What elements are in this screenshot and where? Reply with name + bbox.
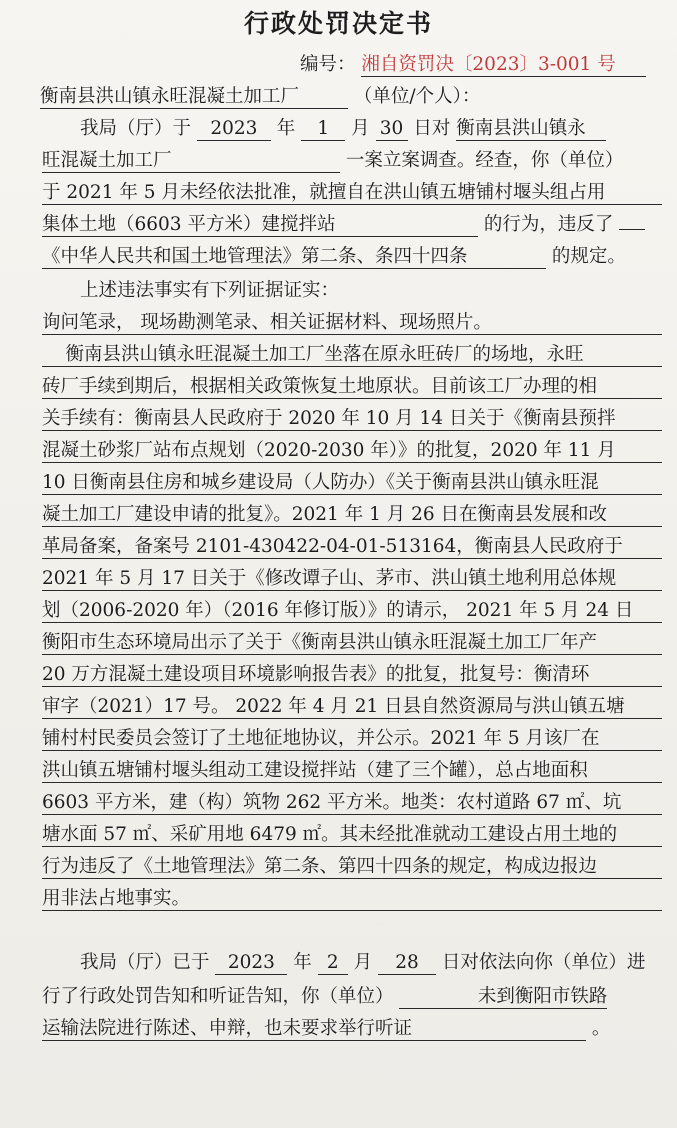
notice-text-a: 我局（厅）已于 [80, 952, 210, 973]
party-name-b: 旺混凝土加工厂 [42, 150, 340, 173]
recipient-suffix: （单位/个人）： [353, 86, 481, 107]
facts-line [42, 600, 662, 630]
day-unit: 日对 [413, 118, 451, 139]
notice-text-c: 行了行政处罚告知和听证告知，你（单位） [42, 986, 394, 1007]
para1-line3 [42, 180, 662, 210]
facts-text: 行为违反了《土地管理法》第二条、第四十四条的规定，构成边报边 [42, 856, 662, 879]
facts-text: 衡阳市生态环境局出示了关于《衡南县洪山镇永旺混凝土加工厂年产 [42, 632, 662, 655]
year-unit: 年 [276, 118, 296, 139]
recipient-line [40, 84, 660, 114]
law-reference: 《中华人民共和国土地管理法》第二条、条四十四条 [42, 246, 546, 269]
document-title: 行政处罚决定书 [243, 9, 433, 38]
facts-line [42, 888, 662, 918]
facts-line [42, 856, 662, 886]
violation-text-1: 于 2021 年 5 月未经依法批准，就擅自在洪山镇五塘铺村堰头组占用 [42, 182, 662, 205]
bureau-text: 我局（厅）于 [80, 118, 192, 139]
facts-text: 审字（2021）17 号。 2022 年 4 月 21 日县自然资源局与洪山镇五塘 [42, 696, 662, 719]
notice-court-b: 运输法院进行陈述、申辩，也未要求举行听证 [42, 1018, 586, 1041]
month-unit: 月 [351, 118, 370, 139]
facts-text: 塘水面 57 ㎡、采矿用地 6479 ㎡。其未经批准就动工建设占用土地的 [42, 824, 662, 847]
facts-text: 20 万方混凝土建设项目环境影响报告表》的批复，批复号：衡清环 [42, 664, 662, 687]
para1-line1 [42, 116, 662, 146]
facts-text: 10 日衡南县住房和城乡建设局（人防办）《关于衡南县洪山镇永旺混 [42, 472, 662, 495]
facts-text: 关手续有：衡南县人民政府于 2020 年 10 月 14 日关于《衡南县预拌 [42, 408, 662, 431]
notice-end: 。 [591, 1018, 611, 1039]
notice-month: 2 [318, 952, 348, 975]
facts-line [42, 728, 662, 758]
facts-line [42, 504, 662, 534]
facts-line [42, 696, 662, 726]
facts-text: 洪山镇五塘铺村堰头组动工建设搅拌站（建了三个罐），总占地面积 [42, 760, 662, 783]
filing-month: 1 [301, 118, 345, 141]
facts-line [42, 792, 662, 822]
facts-line [42, 376, 662, 406]
para1-line2 [42, 148, 662, 178]
filing-day: 30 [376, 118, 408, 141]
law-suffix: 的规定。 [551, 246, 626, 267]
facts-text: 凝土加工厂建设申请的批复》。2021 年 1 月 26 日在衡南县发展和改 [42, 504, 662, 527]
para1-line5 [42, 244, 662, 274]
notice-court-a: 未到衡阳市铁路 [399, 986, 607, 1009]
facts-line [42, 440, 662, 470]
violation-act-text: 的行为，违反了 [483, 214, 614, 235]
facts-line [42, 536, 662, 566]
case-text: 一案立案调查。经查，你（单位） [345, 150, 624, 171]
evidence-list: 询问笔录， 现场勘测笔录、相关证据材料、现场照片。 [42, 312, 662, 335]
party-name-a: 衡南县洪山镇永 [456, 118, 606, 141]
notice-day: 28 [378, 952, 436, 975]
facts-line [42, 472, 662, 502]
facts-line [42, 632, 662, 662]
notice-line3 [42, 1016, 662, 1046]
document-number-value: 湘自资罚决〔2023〕3-001 号 [361, 54, 646, 77]
notice-year: 2023 [215, 952, 287, 975]
facts-text: 革局备案，备案号 2101-430422-04-01-513164，衡南县人民政府于 [42, 536, 662, 559]
evidence-heading-line [42, 278, 662, 308]
notice-line1 [42, 950, 662, 980]
facts-text: 6603 平方米，建（构）筑物 262 平方米。地类：农村道路 67 ㎡、坑 [42, 792, 662, 815]
notice-month-unit: 月 [353, 952, 373, 973]
document-number-label: 编号： [300, 54, 356, 75]
facts-line [42, 824, 662, 854]
evidence-heading: 上述违法事实有下列证据证实： [80, 280, 340, 301]
notice-text-b: 日对依法向你（单位）进 [441, 952, 646, 973]
facts-line [42, 344, 662, 374]
facts-line [42, 760, 662, 790]
facts-text: 砖厂手续到期后，根据相关政策恢复土地原状。目前该工厂办理的相 [42, 376, 662, 399]
filing-year: 2023 [197, 118, 271, 141]
notice-year-unit: 年 [293, 952, 312, 973]
facts-text: 衡南县洪山镇永旺混凝土加工厂坐落在原永旺砖厂的场地，永旺 [42, 344, 662, 367]
facts-line [42, 568, 662, 598]
facts-text: 铺村村民委员会签订了土地征地协议，并公示。2021 年 5 月该厂在 [42, 728, 662, 751]
facts-line [42, 664, 662, 694]
facts-text: 用非法占地事实。 [42, 888, 662, 911]
facts-line [42, 408, 662, 438]
violation-text-2: 集体土地（6603 平方米）建搅拌站 [42, 214, 478, 237]
facts-text: 2021 年 5 月 17 日关于《修改谭子山、茅市、洪山镇土地利用总体规 [42, 568, 662, 591]
facts-text: 划（2006-2020 年）（2016 年修订版）》的请示， 2021 年 5 月 24 日 [42, 600, 662, 623]
recipient-name: 衡南县洪山镇永旺混凝土加工厂 [40, 86, 348, 109]
notice-line2 [42, 984, 662, 1014]
facts-text: 混凝土砂浆厂站布点规划（2020-2030 年）》的批复，2020 年 11 月 [42, 440, 662, 463]
para1-line4 [42, 212, 662, 242]
evidence-list-line [42, 310, 662, 340]
document-number-line [300, 52, 660, 82]
